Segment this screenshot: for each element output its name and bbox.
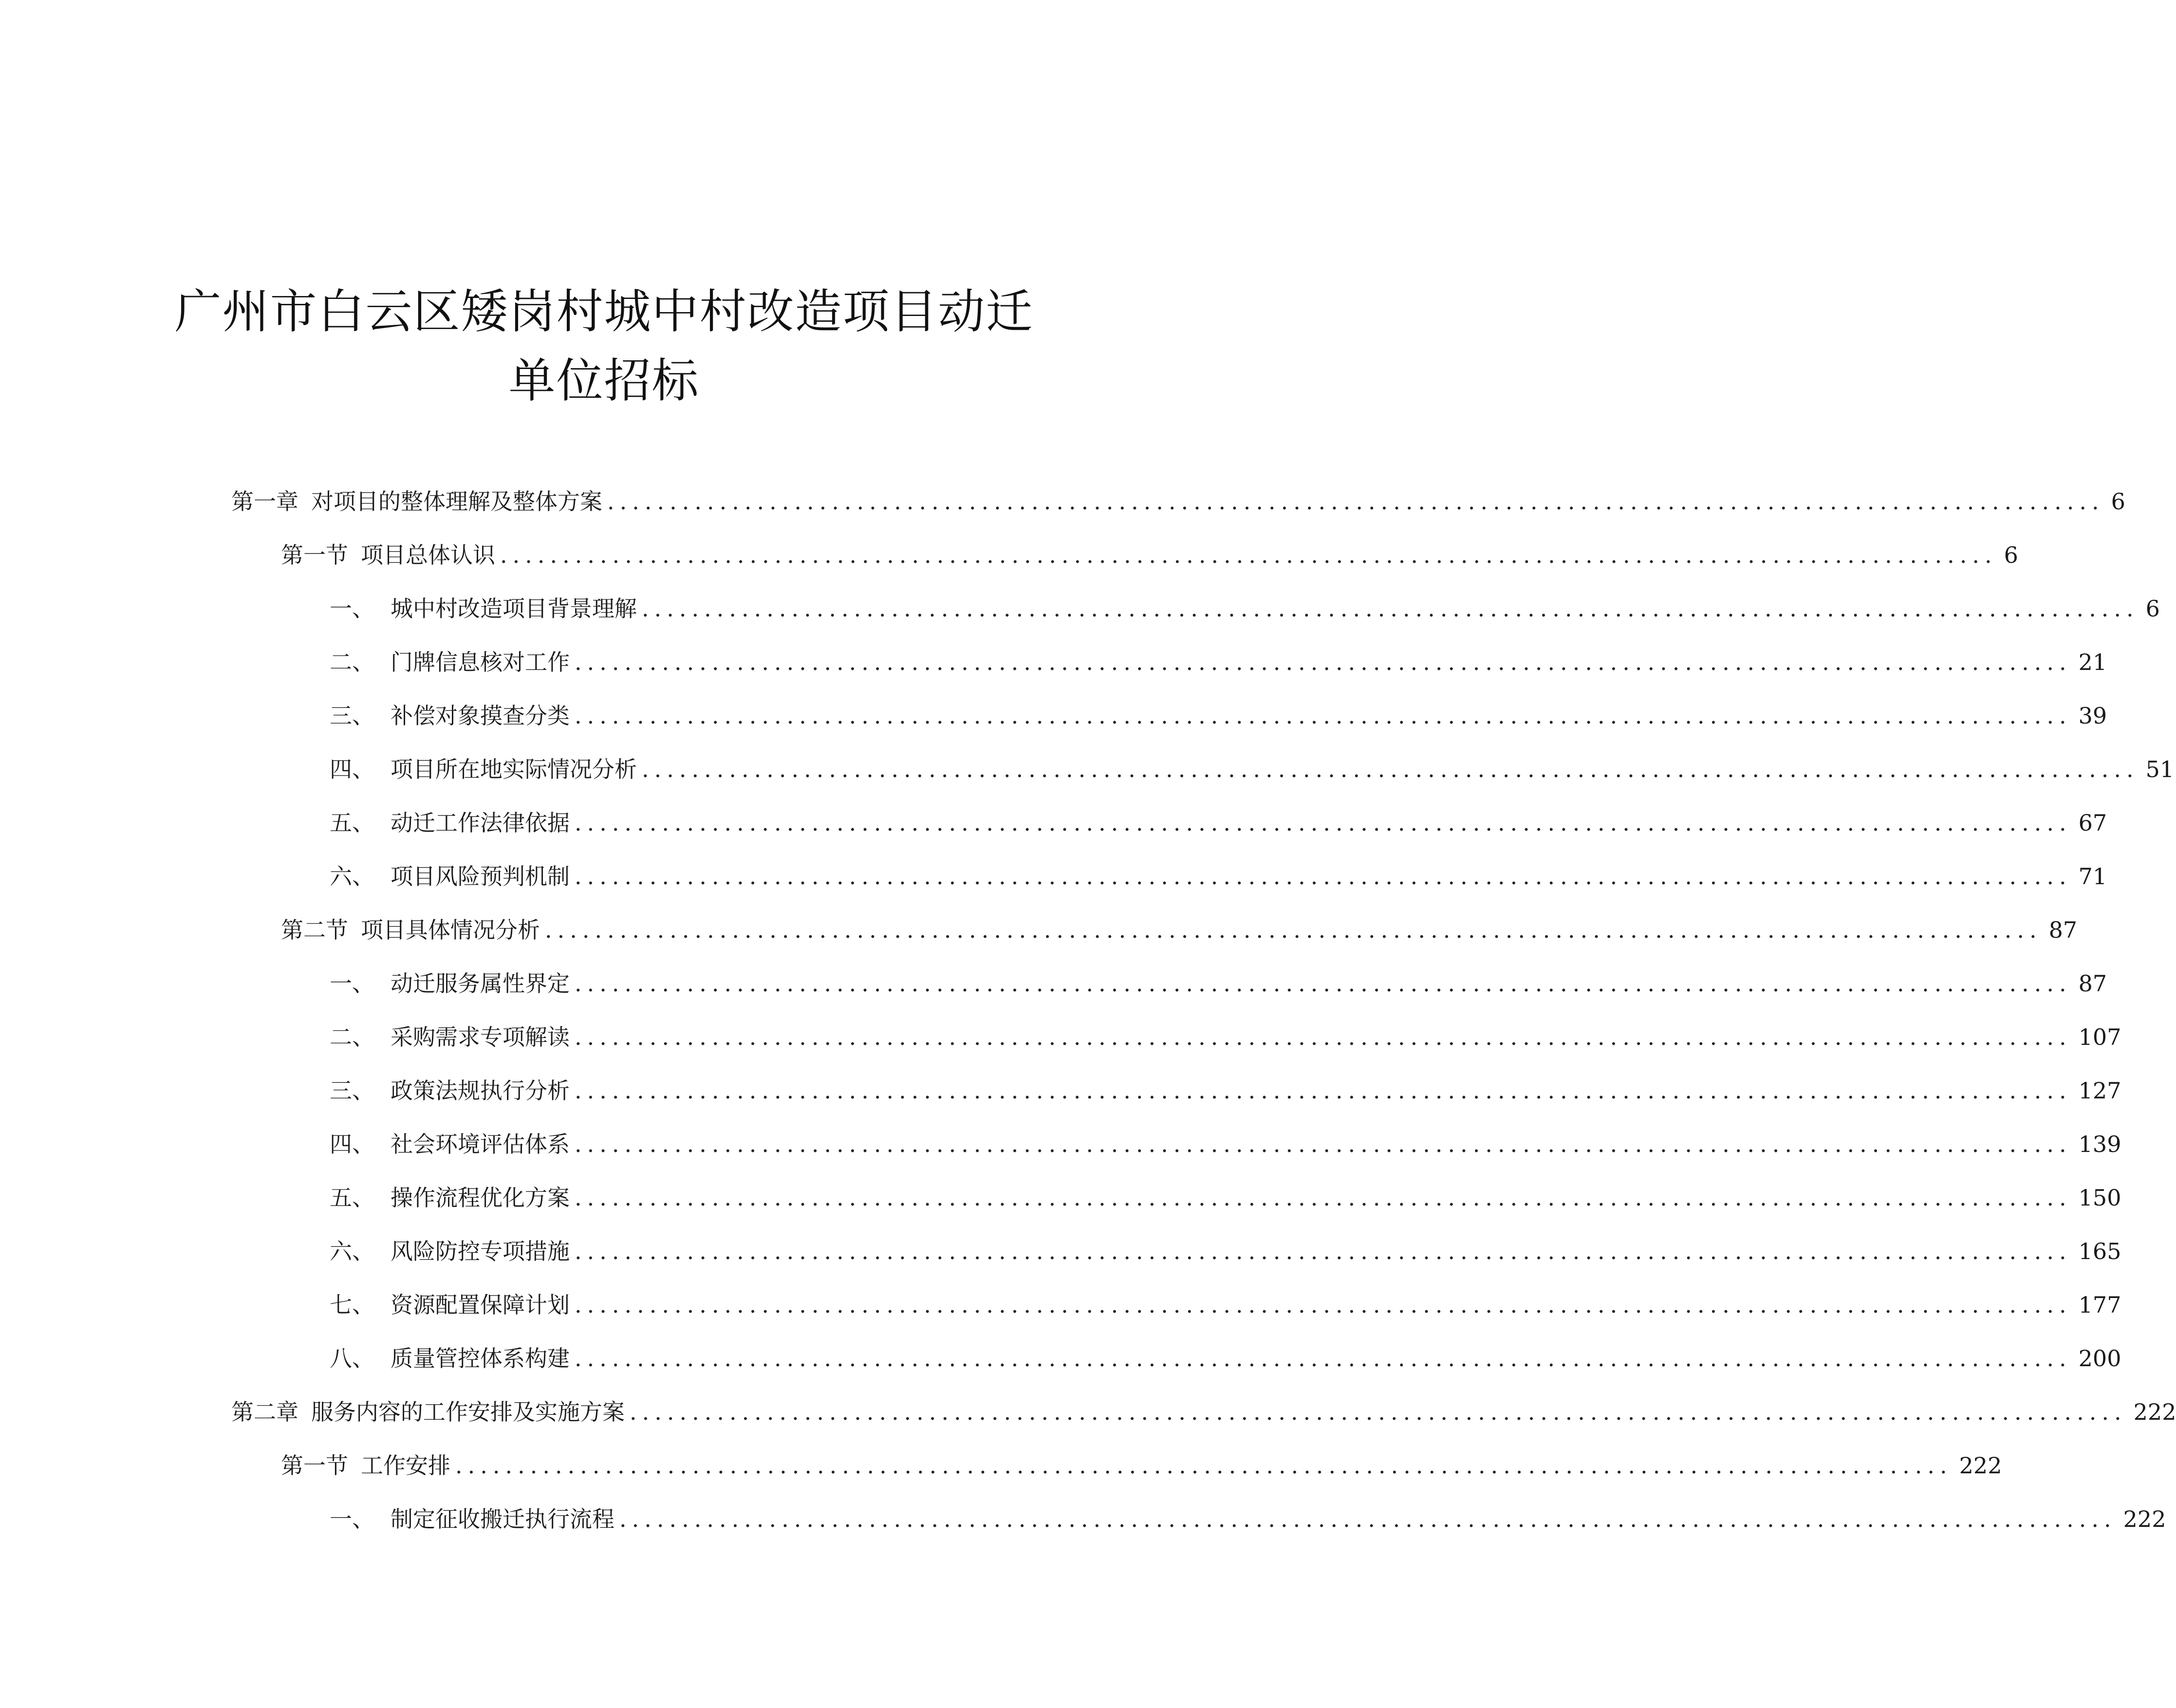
- toc-entry-item[interactable]: [330, 1225, 2121, 1278]
- toc-entry-page: 6: [2111, 488, 2125, 515]
- toc-entry-number: 一、: [330, 1506, 374, 1532]
- toc-entry-page: 165: [2078, 1238, 2121, 1264]
- toc-entry-page: 21: [2078, 649, 2107, 675]
- toc-entry-number: 六、: [330, 863, 374, 890]
- toc-entry-label: 风险防控专项措施: [391, 1238, 570, 1264]
- toc-entry-item[interactable]: [330, 1278, 2121, 1332]
- toc-leader-dots: ........................................................................................................................: [455, 1452, 1953, 1479]
- toc-entry-section[interactable]: [281, 903, 2078, 957]
- document-title: [0, 277, 1208, 415]
- toc-entry-number: 第二节: [281, 917, 348, 943]
- toc-entry-label: 动迁服务属性界定: [391, 970, 570, 997]
- toc-entry-label: 资源配置保障计划: [391, 1292, 570, 1318]
- toc-leader-dots: ........................................................................................................................: [630, 1399, 2127, 1425]
- toc-entry-page: 87: [2048, 917, 2078, 943]
- toc-entry-label: 动迁工作法律依据: [391, 810, 570, 836]
- toc-entry-number: 一、: [330, 970, 374, 997]
- toc-entry-label: 城中村改造项目背景理解: [391, 595, 637, 622]
- toc-leader-dots: ........................................................................................................................: [575, 703, 2072, 729]
- toc-entry-page: 200: [2078, 1345, 2121, 1372]
- toc-entry-item[interactable]: [330, 743, 2175, 796]
- toc-entry-label: 制定征收搬迁执行流程: [391, 1506, 614, 1532]
- toc-entry-label: 服务内容的工作安排及实施方案: [311, 1399, 625, 1425]
- toc-entry-section[interactable]: [281, 1439, 2002, 1492]
- toc-leader-dots: ........................................................................................................................: [575, 1238, 2072, 1264]
- toc-entry-number: 四、: [330, 1131, 374, 1157]
- toc-entry-number: 二、: [330, 1024, 374, 1050]
- toc-entry-page: 87: [2078, 970, 2107, 997]
- toc-entry-item[interactable]: [330, 582, 2160, 635]
- toc-leader-dots: ........................................................................................................................: [575, 1131, 2072, 1157]
- toc-leader-dots: ........................................................................................................................: [575, 649, 2072, 675]
- toc-entry-label: 项目风险预判机制: [391, 863, 570, 890]
- toc-entry-item[interactable]: [330, 1064, 2121, 1117]
- toc-entry-item[interactable]: [330, 957, 2107, 1010]
- toc-entry-page: 127: [2078, 1077, 2121, 1104]
- toc-entry-page: 139: [2078, 1131, 2121, 1157]
- toc-entry-number: 四、: [330, 756, 374, 782]
- toc-leader-dots: ........................................................................................................................: [575, 970, 2072, 997]
- toc-entry-number: 三、: [330, 703, 374, 729]
- toc-entry-number: 第一章: [231, 488, 298, 515]
- toc-entry-label: 社会环境评估体系: [391, 1131, 570, 1157]
- toc-leader-dots: ........................................................................................................................: [607, 488, 2104, 515]
- toc-entry-item[interactable]: [330, 796, 2107, 850]
- toc-leader-dots: ........................................................................................................................: [575, 1077, 2072, 1104]
- toc-entry-item[interactable]: [330, 1171, 2121, 1225]
- toc-entry-number: 第一节: [281, 542, 348, 568]
- toc-entry-page: 51: [2145, 756, 2175, 782]
- toc-entry-label: 工作安排: [361, 1452, 450, 1479]
- toc-leader-dots: ........................................................................................................................: [545, 917, 2042, 943]
- toc-entry-number: 第二章: [231, 1399, 298, 1425]
- toc-entry-number: 五、: [330, 810, 374, 836]
- toc-entry-page: 67: [2078, 810, 2107, 836]
- title-line-1: 广州市白云区矮岗村城中村改造项目动迁: [174, 284, 1034, 339]
- toc-entry-page: 222: [1959, 1452, 2002, 1479]
- toc-entry-page: 222: [2123, 1506, 2166, 1532]
- toc-leader-dots: ........................................................................................................................: [619, 1506, 2117, 1532]
- toc-entry-item[interactable]: [330, 1492, 2166, 1546]
- toc-entry-label: 项目具体情况分析: [361, 917, 540, 943]
- toc-entry-page: 71: [2078, 863, 2107, 890]
- toc-leader-dots: ........................................................................................................................: [575, 863, 2072, 890]
- toc-entry-item[interactable]: [330, 1332, 2121, 1385]
- toc-entry-number: 一、: [330, 595, 374, 622]
- toc-entry-item[interactable]: [330, 1010, 2121, 1064]
- toc-entry-label: 对项目的整体理解及整体方案: [311, 488, 602, 515]
- toc-leader-dots: ........................................................................................................................: [575, 1345, 2072, 1372]
- toc-entry-label: 采购需求专项解读: [391, 1024, 570, 1050]
- toc-entry-label: 政策法规执行分析: [391, 1077, 570, 1104]
- toc-entry-page: 6: [2004, 542, 2018, 568]
- toc-entry-page: 150: [2078, 1185, 2121, 1211]
- toc-entry-label: 项目所在地实际情况分析: [391, 756, 637, 782]
- toc-entry-number: 二、: [330, 649, 374, 675]
- toc-leader-dots: ........................................................................................................................: [642, 756, 2139, 782]
- toc-leader-dots: ........................................................................................................................: [642, 595, 2139, 622]
- toc-entry-page: 222: [2133, 1399, 2176, 1425]
- toc-entry-chapter[interactable]: [231, 1385, 2176, 1439]
- toc-leader-dots: ........................................................................................................................: [500, 542, 1997, 568]
- toc-entry-item[interactable]: [330, 1117, 2121, 1171]
- toc-entry-page: 6: [2145, 595, 2160, 622]
- toc-entry-number: 六、: [330, 1238, 374, 1264]
- toc-entry-number: 七、: [330, 1292, 374, 1318]
- toc-entry-page: 177: [2078, 1292, 2121, 1318]
- toc-entry-section[interactable]: [281, 528, 2018, 582]
- toc-entry-label: 质量管控体系构建: [391, 1345, 570, 1372]
- toc-entry-item[interactable]: [330, 689, 2107, 743]
- toc-entry-item[interactable]: [330, 635, 2107, 689]
- toc-entry-number: 三、: [330, 1077, 374, 1104]
- toc-entry-number: 八、: [330, 1345, 374, 1372]
- toc-leader-dots: ........................................................................................................................: [575, 1292, 2072, 1318]
- toc-entry-chapter[interactable]: [231, 475, 2125, 528]
- toc-entry-item[interactable]: [330, 850, 2107, 903]
- toc-entry-label: 项目总体认识: [361, 542, 495, 568]
- toc-leader-dots: ........................................................................................................................: [575, 1185, 2072, 1211]
- toc-entry-label: 补偿对象摸查分类: [391, 703, 570, 729]
- toc-entry-page: 107: [2078, 1024, 2121, 1050]
- toc-leader-dots: ........................................................................................................................: [575, 1024, 2072, 1050]
- toc-entry-label: 门牌信息核对工作: [391, 649, 570, 675]
- toc-entry-number: 五、: [330, 1185, 374, 1211]
- toc-entry-label: 操作流程优化方案: [391, 1185, 570, 1211]
- toc-entry-number: 第一节: [281, 1452, 348, 1479]
- toc-leader-dots: ........................................................................................................................: [575, 810, 2072, 836]
- title-line-2: 单位招标: [508, 353, 700, 408]
- toc-entry-page: 39: [2078, 703, 2107, 729]
